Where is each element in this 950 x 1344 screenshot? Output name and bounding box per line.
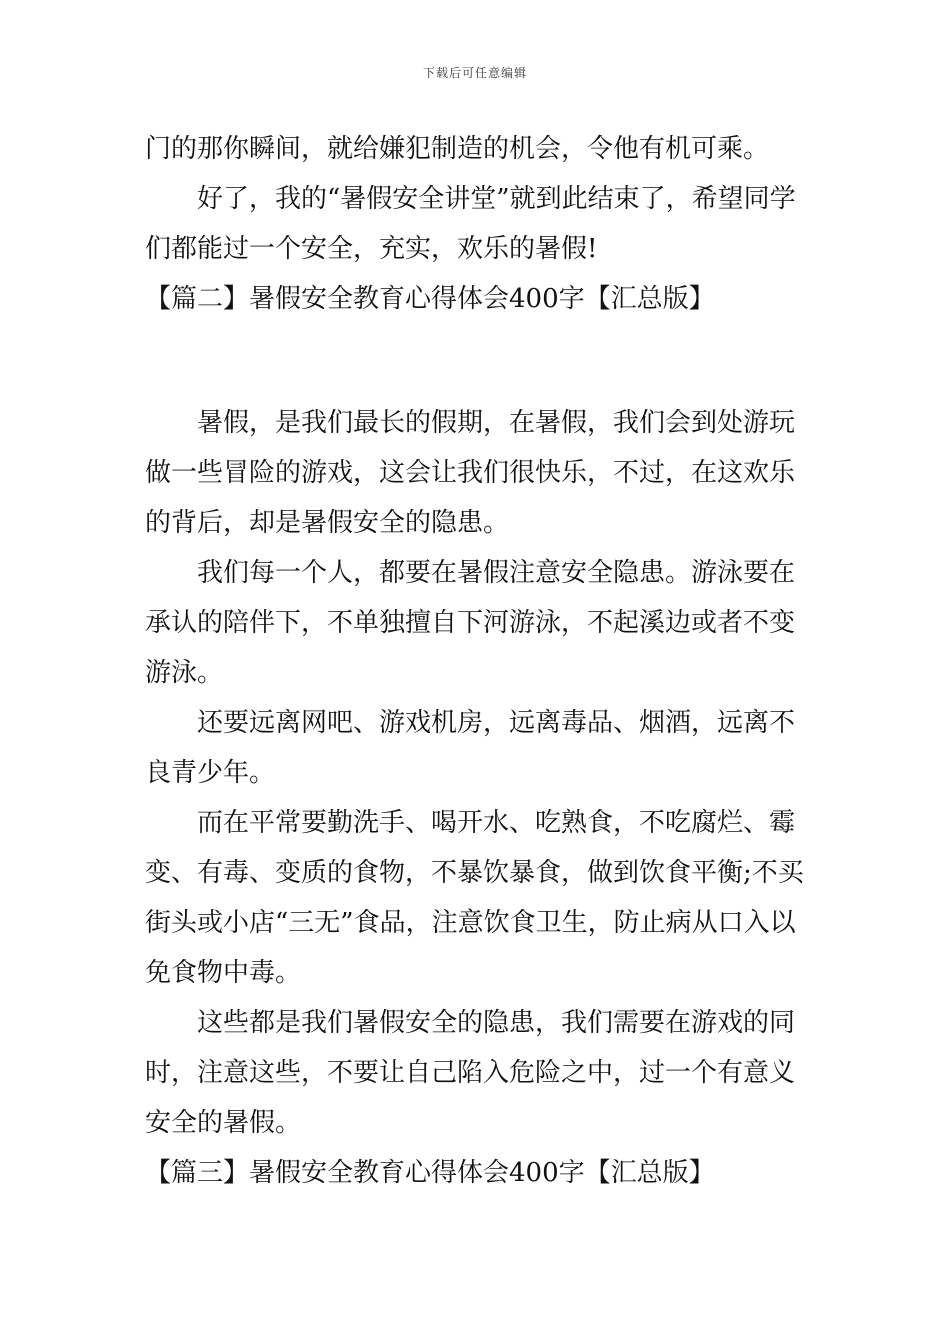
section-heading-3: 【篇三】暑假安全教育心得体会400字【汇总版】 <box>145 1158 715 1188</box>
paragraph-conclusion: 这些都是我们暑假安全的隐患，我们需要在游戏的同时，注意这些，不要让自己陷入危险之中，过一个有意义安全的暑假。 <box>145 1008 796 1138</box>
section-spacer <box>145 324 810 398</box>
section-heading-2: 【篇二】暑假安全教育心得体会400字【汇总版】 <box>145 284 715 314</box>
paragraph-swimming: 我们每一个人，都要在暑假注意安全隐患。游泳要在承认的陪伴下，不单独擅自下河游泳，不起溪边或者不变游泳。 <box>145 558 796 688</box>
document-body <box>145 124 810 1198</box>
paragraph-intro: 暑假，是我们最长的假期，在暑假，我们会到处游玩做一些冒险的游戏，这会让我们很快乐，不过，在这欢乐的背后，却是暑假安全的隐患。 <box>145 408 796 538</box>
page-header-note: 下载后可任意编辑 <box>422 66 527 80</box>
paragraph-closing: 好了，我的“暑假安全讲堂”就到此结束了，希望同学们都能过一个安全，充实，欢乐的暑假! <box>145 184 796 264</box>
paragraph-internet-cafe: 还要远离网吧、游戏机房，远离毒品、烟酒，远离不良青少年。 <box>145 708 796 788</box>
paragraph-food-safety: 而在平常要勤洗手、喝开水、吃熟食，不吃腐烂、霉变、有毒、变质的食物，不暴饮暴食，做到饮食平衡;不买街头或小店“三无”食品，注意饮食卫生，防止病从口入以免食物中毒。 <box>145 808 804 988</box>
paragraph-continuation: 门的那你瞬间，就给嫌犯制造的机会，令他有机可乘。 <box>145 134 770 164</box>
